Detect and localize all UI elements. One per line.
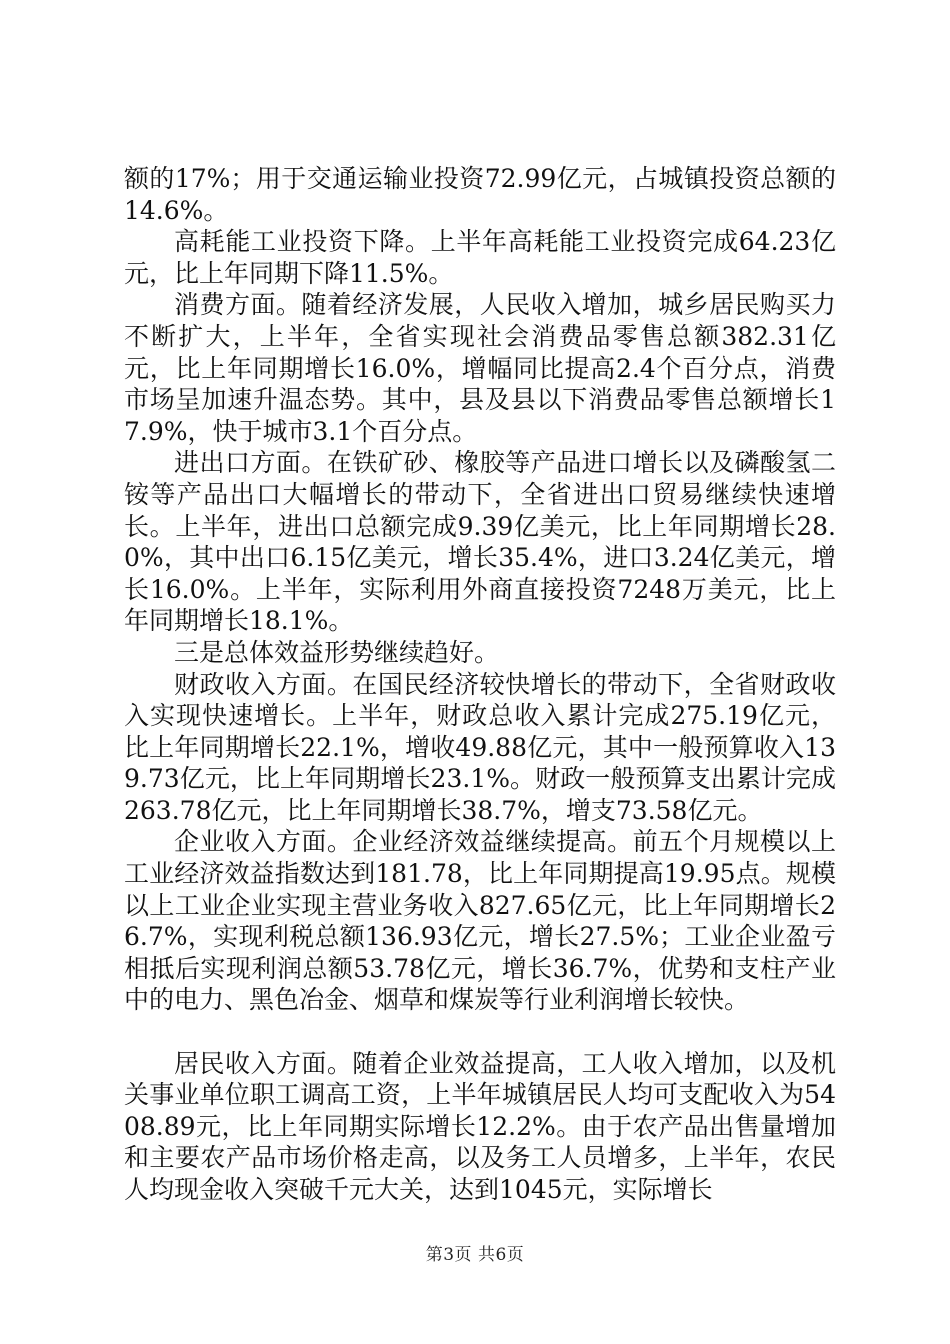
document-body bbox=[124, 163, 836, 1206]
paragraph: 进出口方面。在铁矿砂、橡胶等产品进口增长以及磷酸氢二铵等产品出口大幅增长的带动下，全省进出口贸易继续快速增长。上半年，进出口总额完成9.39亿美元，比上年同期增长28.0%，其中出口6.15亿美元，增长35.4%，进口3.24亿美元，增长16.0%。上半年，实际利用外商直接投资7248万美元，比上年同期增长18.1%。 bbox=[124, 448, 836, 636]
paragraph: 三是总体效益形势继续趋好。 bbox=[174, 637, 500, 667]
paragraph: 消费方面。随着经济发展，人民收入增加，城乡居民购买力不断扩大，上半年，全省实现社会消费品零售总额382.31亿元，比上年同期增长16.0%，增幅同比提高2.4个百分点，消费市场呈加速升温态势。其中，县及县以下消费品零售总额增长17.9%，快于城市3.1个百分点。 bbox=[124, 290, 836, 446]
paragraph: 额的17%；用于交通运输业投资72.99亿元，占城镇投资总额的14.6%。 bbox=[124, 164, 836, 225]
page-footer bbox=[0, 1240, 950, 1265]
paragraph: 财政收入方面。在国民经济较快增长的带动下，全省财政收入实现快速增长。上半年，财政总收入累计完成275.19亿元，比上年同期增长22.1%，增收49.88亿元，其中一般预算收入139.73亿元，比上年同期增长23.1%。财政一般预算支出累计完成263.78亿元，比上年同期增长38.7%，增支73.58亿元。 bbox=[124, 669, 836, 825]
page-number-label: 第3页 共6页 bbox=[425, 1245, 525, 1265]
paragraph: 高耗能工业投资下降。上半年高耗能工业投资完成64.23亿元，比上年同期下降11.5%。 bbox=[124, 227, 836, 288]
paragraph: 企业收入方面。企业经济效益继续提高。前五个月规模以上工业经济效益指数达到181.78，比上年同期提高19.95点。规模以上工业企业实现主营业务收入827.65亿元，比上年同期增长26.7%，实现利税总额136.93亿元，增长27.5%；工业企业盈亏相抵后实现利润总额53.78亿元，增长36.7%，优势和支柱产业中的电力、黑色冶金、烟草和煤炭等行业利润增长较快。 bbox=[124, 827, 836, 1015]
paragraph: 居民收入方面。随着企业效益提高，工人收入增加，以及机关事业单位职工调高工资，上半年城镇居民人均可支配收入为5408.89元，比上年同期实际增长12.2%。由于农产品出售量增加和主要农产品市场价格走高，以及务工人员增多，上半年，农民人均现金收入突破千元大关，达到1045元，实际增长 bbox=[124, 1048, 836, 1204]
